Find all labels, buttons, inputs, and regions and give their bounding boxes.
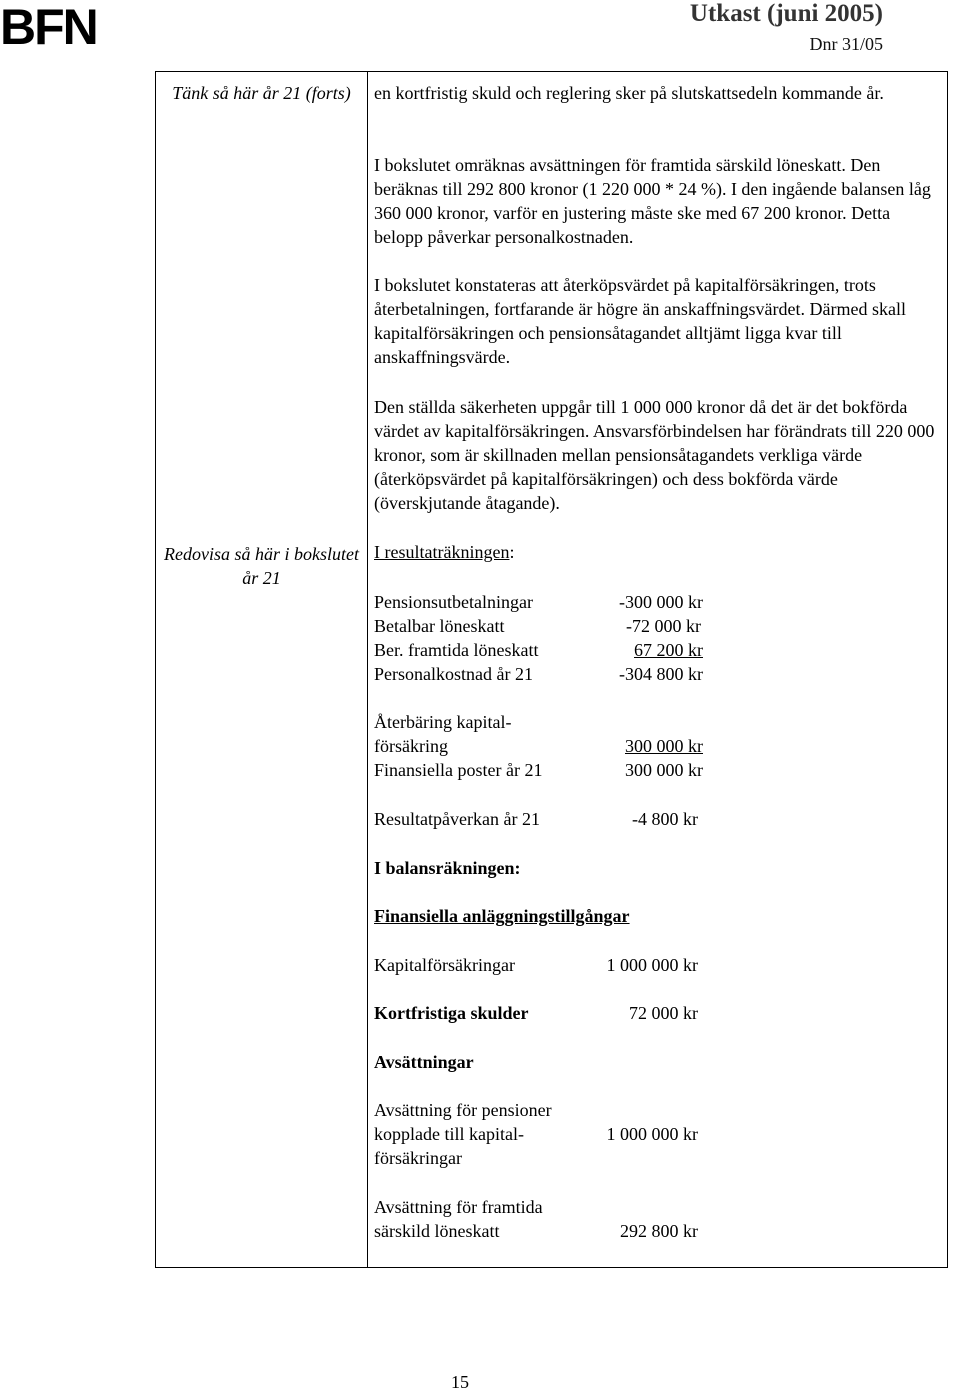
financial-items-label: Finansiella poster år 21 [374,760,543,780]
financial-items-value: 300 000 kr [625,760,703,780]
income-row-label: Ber. framtida löneskatt [374,640,539,660]
short-debt-value: 72 000 kr [629,1003,698,1023]
draft-title: Utkast (juni 2005) [689,0,883,27]
fixed-assets-heading: Finansiella anläggningstillgångar [374,906,630,926]
income-heading: I resultaträkningen: [374,542,515,562]
capital-insurance-value: 1 000 000 kr [606,955,698,975]
tax-provision-line1: Avsättning för framtida [374,1197,543,1217]
result-impact-label: Resultatpåverkan år 21 [374,809,540,829]
paragraph-short-debt: en kortfristig skuld och reglering sker på slutskattsedeln kommande år. [374,83,884,103]
short-debt-label: Kortfristiga skulder [374,1003,529,1023]
income-row-value: -72 000 kr [626,616,701,636]
content-table [155,71,948,1268]
income-row-label: Pensionsutbetalningar [374,592,533,612]
income-row-value: 67 200 kr [634,640,703,660]
tax-provision-line2: särskild löneskatt [374,1221,500,1241]
side-note-think: Tänk så här år 21 (forts) [172,83,351,103]
right-column [368,72,948,1268]
result-impact-value: -4 800 kr [632,809,698,829]
tax-provision-value: 292 800 kr [620,1221,698,1241]
income-row-value: -300 000 kr [619,592,703,612]
balance-heading: I balansräkningen: [374,858,521,878]
income-row-label: Personalkostnad år 21 [374,664,533,684]
pension-provision-line2: kopplade till kapital- [374,1124,524,1144]
income-row-label: Betalbar löneskatt [374,616,505,636]
income-row-value: -304 800 kr [619,664,703,684]
refund-label-line2: försäkring [374,736,448,756]
pension-provision-line1: Avsättning för pensioner [374,1100,552,1120]
paragraph-buyback-value: I bokslutet konstateras att återköpsvärdet på kapitalförsäkringen, trots återbetalningen, fortfarande är högre än anskaffningsvärdet. Därmed skall kapitalförsäkringen och pensionsåtagandet alltjämt ligga kvar till anskaffningsvärde. [374,275,906,367]
capital-insurance-label: Kapitalförsäkringar [374,955,515,975]
page-number: 15 [451,1372,469,1392]
pension-provision-line3: försäkringar [374,1148,462,1168]
pension-provision-value: 1 000 000 kr [606,1124,698,1144]
document-number: Dnr 31/05 [809,34,883,54]
side-note-report: Redovisa så här i bokslutet år 21 [164,544,359,588]
refund-value: 300 000 kr [625,736,703,756]
left-column [156,72,368,1268]
provisions-heading: Avsättningar [374,1052,474,1072]
paragraph-provision-recalc: I bokslutet omräknas avsättningen för framtida särskild löneskatt. Den beräknas till 292 800 kronor (1 220 000 * 24 %). I den ingående balansen låg 360 000 kronor, varför en justering måste ske med 67 200 kronor. Detta belopp påverkar personalkostnaden. [374,155,931,247]
paragraph-collateral: Den ställda säkerheten uppgår till 1 000 000 kronor då det är det bokförda värdet av kapitalförsäkringen. Ansvarsförbindelsen har förändrats till 220 000 kronor, som är skillnaden mellan pensionsåtagandets verkliga värde (återköpsvärdet på kapitalförsäkringen) och dess bokförda värde (överskjutande åtagande). [374,397,935,513]
refund-label-line1: Återbäring kapital- [374,712,512,732]
bfn-logo: BFN [0,0,97,55]
